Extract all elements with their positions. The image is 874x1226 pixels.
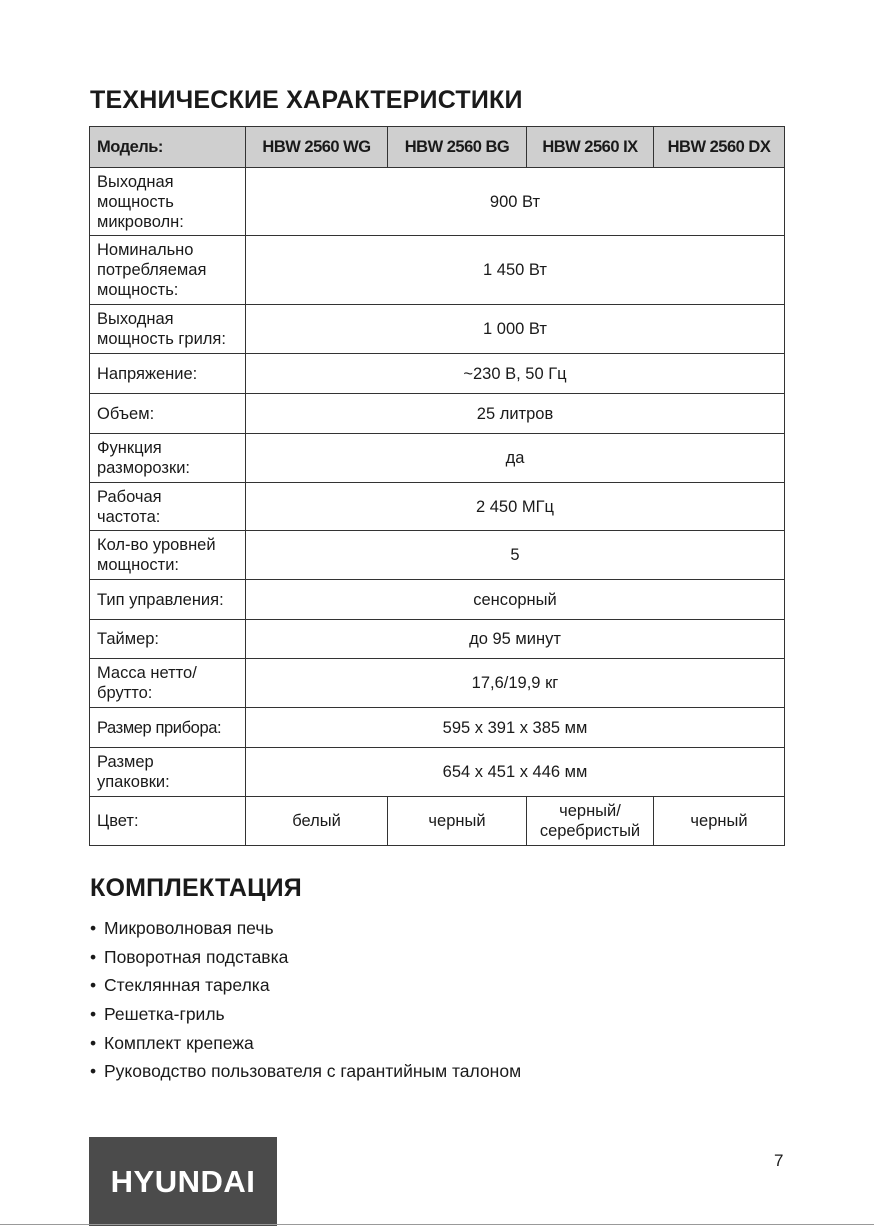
row-value: 25 литров	[246, 394, 785, 434]
list-item-text: Поворотная подставка	[104, 946, 289, 967]
row-value: 1 450 Вт	[246, 236, 785, 305]
row-label: Выходная мощность гриля:	[90, 305, 246, 354]
list-item	[90, 971, 521, 1000]
row-value: 900 Вт	[246, 168, 785, 236]
list-item-text: Комплект крепежа	[104, 1032, 254, 1053]
header-model: HBW 2560 DX	[654, 127, 785, 168]
list-item	[90, 1000, 521, 1029]
row-label: Кол-во уровней мощности:	[90, 531, 246, 580]
list-item-text: Микроволновая печь	[104, 918, 274, 938]
row-label: Размер упаковки:	[90, 748, 246, 797]
row-label: Рабочая частота:	[90, 483, 246, 531]
table-row	[90, 236, 785, 305]
list-item	[90, 1029, 521, 1058]
row-value: 5	[246, 531, 785, 580]
header-model: HBW 2560 BG	[388, 127, 527, 168]
list-item-text: Руководство пользователя с гарантийным талоном	[104, 1061, 522, 1082]
table-row	[90, 305, 785, 354]
row-value: 17,6/19,9 кг	[246, 659, 785, 708]
table-row	[90, 620, 785, 659]
header-model: HBW 2560 IX	[527, 127, 654, 168]
kit-list	[90, 914, 521, 1086]
row-value: 595 х 391 х 385 мм	[246, 708, 785, 748]
list-item	[90, 1057, 521, 1086]
table-row	[90, 580, 785, 620]
table-row	[90, 394, 785, 434]
row-label: Объем:	[90, 394, 246, 434]
bullet: •	[90, 1004, 97, 1025]
bullet: •	[90, 918, 97, 938]
row-value: ~230 В, 50 Гц	[246, 354, 785, 394]
specifications-table	[89, 126, 785, 846]
row-value: да	[246, 434, 785, 483]
row-value: 2 450 МГц	[246, 483, 785, 531]
row-label: Таймер:	[90, 620, 246, 659]
table-row	[90, 354, 785, 394]
row-label: Размер прибора:	[90, 708, 246, 748]
table-row	[90, 168, 785, 236]
row-label: Цвет:	[90, 797, 246, 846]
table-row	[90, 531, 785, 580]
table-row	[90, 659, 785, 708]
row-label: Номинально потребляемая мощность:	[90, 236, 246, 305]
header-model-label: Модель:	[90, 127, 246, 168]
row-label: Масса нетто/ брутто:	[90, 659, 246, 708]
row-label: Выходная мощность микроволн:	[90, 168, 246, 236]
table-row	[90, 483, 785, 531]
row-value: 1 000 Вт	[246, 305, 785, 354]
bullet: •	[90, 946, 97, 967]
spec-title: ТЕХНИЧЕСКИЕ ХАРАКТЕРИСТИКИ	[90, 86, 523, 114]
row-label: Напряжение:	[90, 354, 246, 394]
kit-title: КОМПЛЕКТАЦИЯ	[90, 874, 302, 902]
list-item	[90, 943, 521, 972]
page-number: 7	[774, 1151, 784, 1170]
color-value: черный	[388, 797, 527, 846]
bullet: •	[90, 975, 97, 996]
list-item	[90, 914, 521, 943]
table-row	[90, 748, 785, 797]
table-header-row	[90, 127, 785, 168]
table-row-color	[90, 797, 785, 846]
row-label: Функция разморозки:	[90, 434, 246, 483]
row-value: сенсорный	[246, 580, 785, 620]
row-label: Тип управления:	[90, 580, 246, 620]
color-value: белый	[246, 797, 388, 846]
page-divider	[0, 1224, 874, 1225]
table-row	[90, 708, 785, 748]
bullet: •	[90, 1061, 97, 1082]
row-value: 654 х 451 х 446 мм	[246, 748, 785, 797]
list-item-text: Стеклянная тарелка	[104, 975, 270, 996]
row-value: до 95 минут	[246, 620, 785, 659]
list-item-text: Решетка-гриль	[104, 1004, 225, 1025]
hyundai-logo: HYUNDAI	[89, 1137, 277, 1226]
header-model: HBW 2560 WG	[246, 127, 388, 168]
color-value: черный/ серебристый	[527, 797, 654, 846]
color-value: черный	[654, 797, 785, 846]
bullet: •	[90, 1032, 97, 1053]
table-row	[90, 434, 785, 483]
